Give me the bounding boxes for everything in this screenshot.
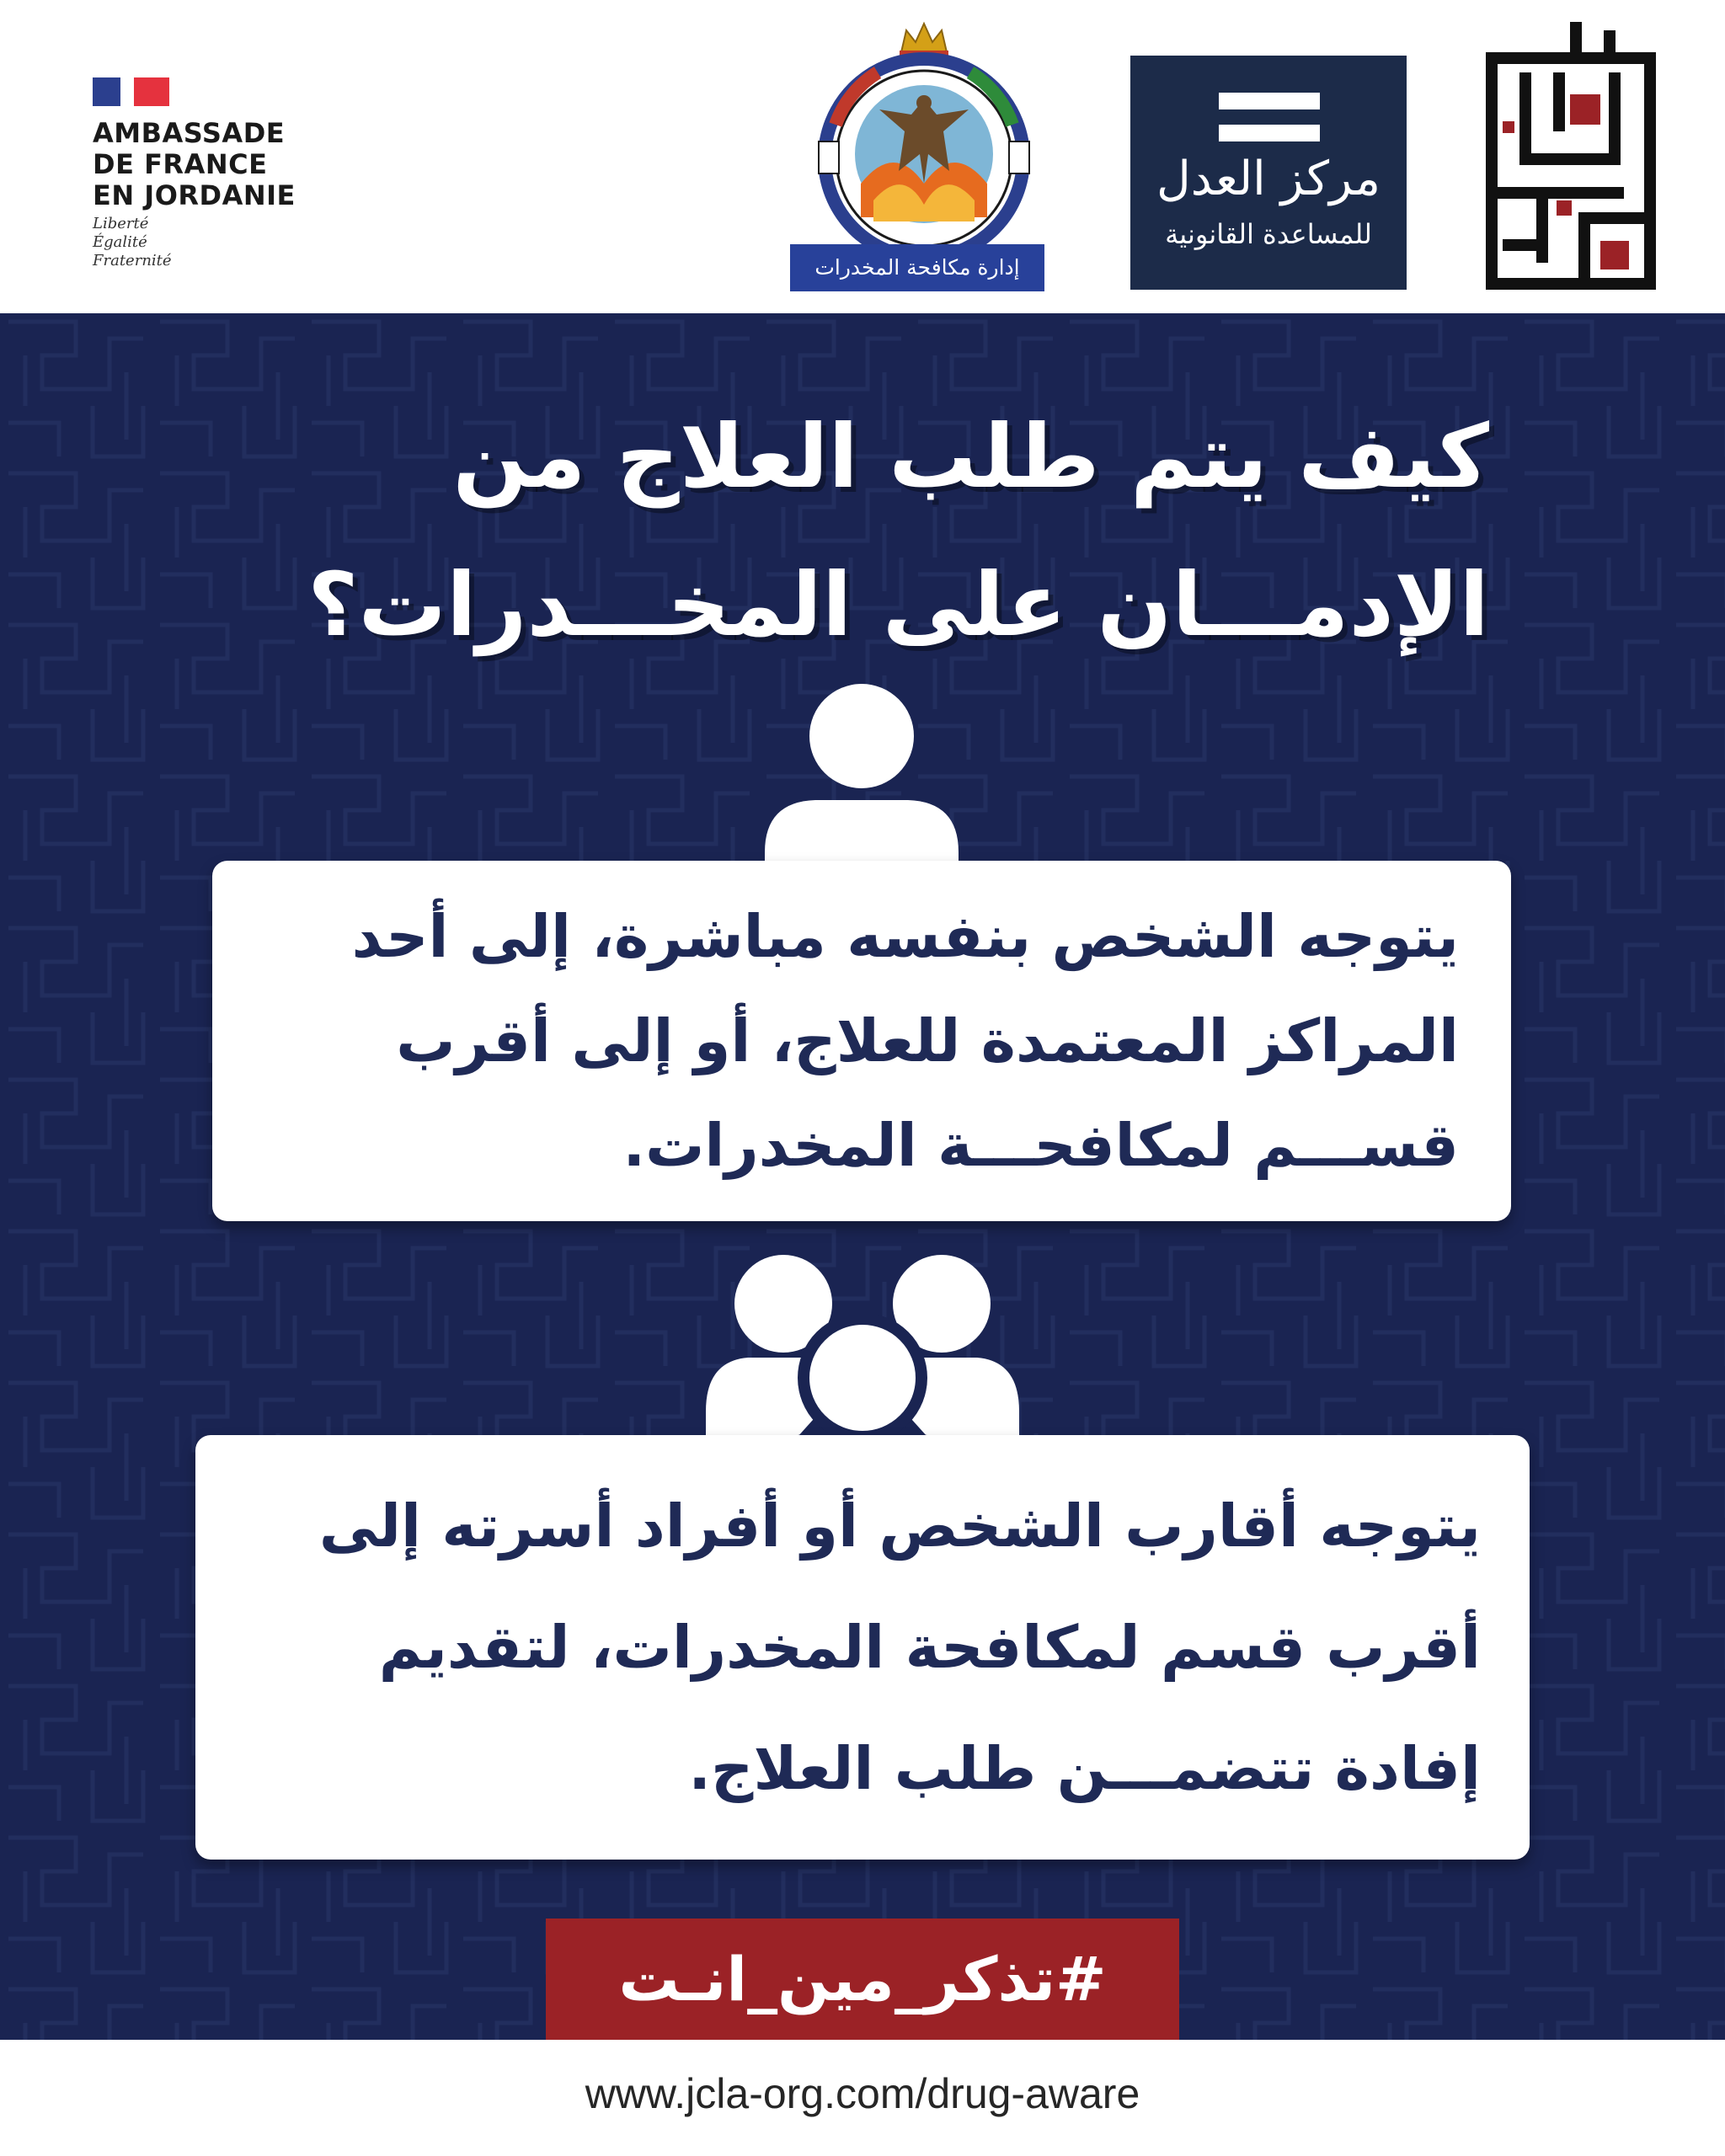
step-text-self: يتوجه الشخص بنفسه مباشرة، إلى أحد المراكز المعتمدة للعلاج، أو إلى أقرب قســـم لمكافحـــة المخدرات. xyxy=(351,902,1459,1180)
page-title: كيف يتم طلب العلاج من الإدمـــان على المخـــدرات؟ xyxy=(307,405,1489,656)
step-card-self xyxy=(212,861,1511,1221)
adl-center-logo xyxy=(1130,56,1407,290)
campaign-hashtag: #تذكر_مين_انـت xyxy=(546,1919,1179,2040)
step-text-family: يتوجه أقارب الشخص أو أفراد أسرته إلى أقرب قسم لمكافحة المخدرات، لتقديم إفادة تتضمـــن طلب العلاج. xyxy=(318,1492,1481,1803)
adl-center-name: مركز العدل xyxy=(1156,152,1381,206)
person-icon xyxy=(765,684,959,886)
anti-narcotics-banner: إدارة مكافحة المخدرات xyxy=(790,244,1044,291)
equals-icon xyxy=(1219,93,1320,109)
adl-center-subtitle: للمساعدة القانونية xyxy=(1165,218,1372,250)
step-card-family xyxy=(195,1435,1530,1860)
embassy-name: AMBASSADE DE FRANCE EN JORDANIE xyxy=(93,117,296,211)
embassy-motto: Liberté Égalité Fraternité xyxy=(93,215,172,270)
main-panel xyxy=(0,313,1725,2040)
logo-header xyxy=(0,0,1725,313)
footer-url[interactable]: www.jcla-org.com/drug-aware xyxy=(585,2070,1140,2117)
kufic-calligraphy-logo xyxy=(1486,22,1656,291)
embassy-of-france-logo xyxy=(93,77,328,270)
french-flag-icon xyxy=(93,77,169,106)
